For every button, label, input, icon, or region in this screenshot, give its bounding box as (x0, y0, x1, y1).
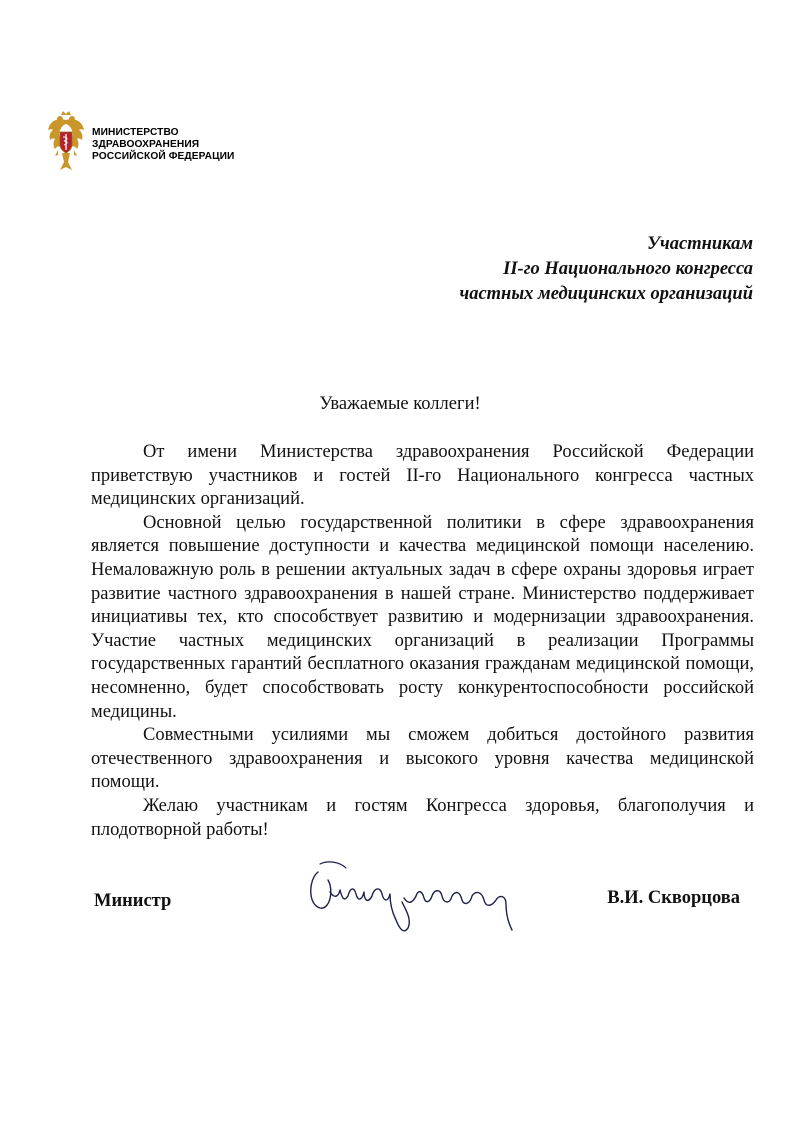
signature-block (0, 850, 800, 950)
ministry-name-line-3: РОССИЙСКОЙ ФЕДЕРАЦИИ (92, 151, 235, 162)
addressee-block (459, 232, 753, 307)
coat-of-arms-icon (46, 110, 86, 178)
paragraph: От имени Министерства здравоохранения Российской Федерации приветствую участников и гостей II-го Национального конгресса частных медицинских организаций. (91, 442, 754, 510)
addressee-line-1: Участникам (647, 234, 753, 254)
ministry-name-line-1: МИНИСТЕРСТВО (92, 127, 179, 138)
paragraph: Основной целью государственной политики в сфере здравоохранения является повышение доступности и качества медицинской помощи населению. Немаловажную роль в решении актуальных задач в сфере охраны здоровья играет развитие частного здравоохранения в нашей стране. Министерство поддерживает инициативы тех, кто способствует развитию и модернизации здравоохранения. Участие частных медицинских организаций в реализации Программы государственных гарантий бесплатного оказания гражданам медицинской помощи, несомненно, будет способствовать росту конкурентоспособности российской медицины. (91, 512, 754, 722)
letter-body (91, 441, 754, 842)
handwritten-signature (300, 850, 530, 945)
ministry-name-line-2: ЗДРАВООХРАНЕНИЯ (92, 139, 200, 150)
addressee-line-3: частных медицинских организаций (459, 284, 753, 304)
signatory-name: В.И. Скворцова (607, 888, 740, 908)
paragraph: Желаю участникам и гостям Конгресса здоровья, благополучия и плодотворной работы! (91, 795, 754, 840)
signatory-title: Министр (94, 891, 172, 911)
addressee-line-2: II-го Национального конгресса (503, 259, 753, 279)
salutation: Уважаемые коллеги! (319, 394, 481, 414)
ministry-name (92, 127, 234, 163)
paragraph: Совместными усилиями мы сможем добиться достойного развития отечественного здравоохранения и высокого уровня качества медицинской помощи. (91, 725, 754, 793)
letterhead (46, 110, 306, 182)
